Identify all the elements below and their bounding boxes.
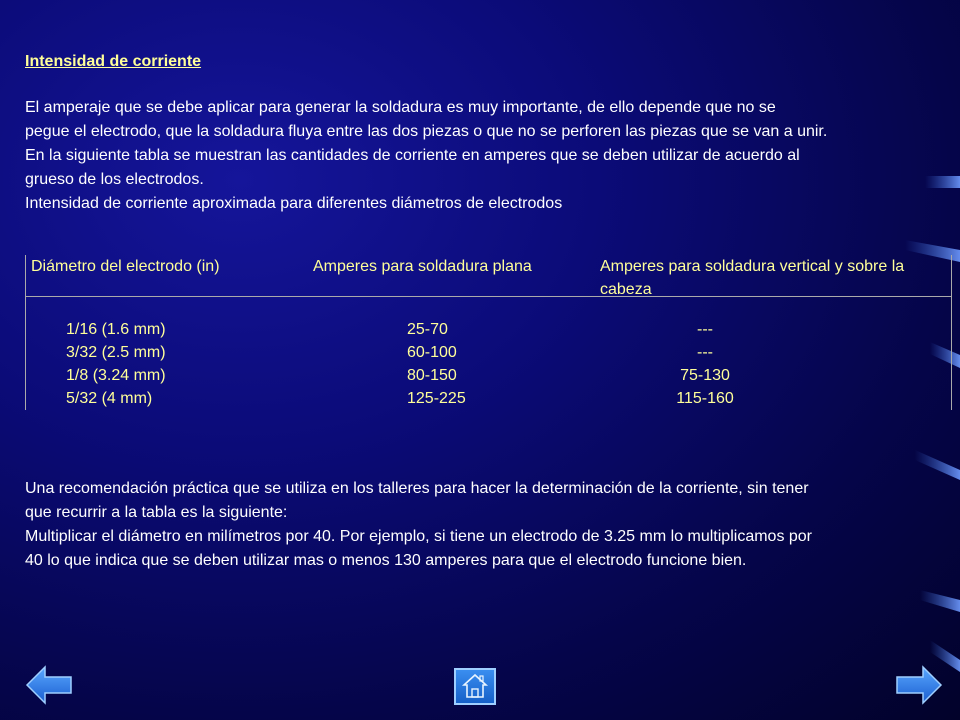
recommendation-paragraph: Una recomendación práctica que se utiliza en los talleres para hacer la determinación de la corriente, sin tener que recurrir a la tabla es la siguiente: Multiplicar el diámetro en milímetros por 40. Por ejemplo, si tiene un electrodo de 3.25 mm lo multiplicamos por 40 lo que indica que se deben utilizar mas o menos 130 amperes para que el electrodo funcione bien. xyxy=(25,480,813,569)
table-cell: --- xyxy=(697,321,713,338)
current-table xyxy=(25,255,951,410)
table-border-right xyxy=(951,255,952,410)
table-cell: 115-160 xyxy=(676,390,734,407)
table-header-flat: Amperes para soldadura plana xyxy=(313,258,532,275)
table-cell: 60-100 xyxy=(407,344,457,361)
page-title: Intensidad de corriente xyxy=(25,53,202,70)
next-button[interactable] xyxy=(895,665,943,710)
table-column-vertical xyxy=(655,318,755,410)
table-column-diameter xyxy=(66,318,166,410)
table-cell: 1/8 (3.24 mm) xyxy=(66,367,166,384)
table-cell: 75-130 xyxy=(680,367,730,384)
table-cell: 5/32 (4 mm) xyxy=(66,390,153,407)
arrow-left-icon xyxy=(25,665,73,705)
table-cell: --- xyxy=(697,344,713,361)
arrow-right-icon xyxy=(895,665,943,705)
home-icon xyxy=(456,670,494,703)
table-cell: 125-225 xyxy=(407,390,466,407)
table-border-left xyxy=(25,255,26,410)
table-header-diameter: Diámetro del electrodo (in) xyxy=(31,258,220,275)
table-cell: 3/32 (2.5 mm) xyxy=(66,344,166,361)
table-cell: 25-70 xyxy=(407,321,448,338)
table-cell: 80-150 xyxy=(407,367,457,384)
intro-paragraph: El amperaje que se debe aplicar para generar la soldadura es muy importante, de ello depende que no se pegue el electrodo, que la soldadura fluya entre las dos piezas o que no se perforen las piezas que se van a unir. En la siguiente tabla se muestran las cantidades de corriente en amperes que se deben utilizar de acuerdo al grueso de los electrodos. Intensidad de corriente aproximada para diferentes diámetros de electrodos xyxy=(25,99,828,212)
table-cell: 1/16 (1.6 mm) xyxy=(66,321,166,338)
home-button[interactable] xyxy=(454,668,496,705)
table-column-flat xyxy=(407,318,466,410)
table-header-vertical: Amperes para soldadura vertical y sobre la cabeza xyxy=(600,258,905,298)
previous-button[interactable] xyxy=(25,665,73,710)
